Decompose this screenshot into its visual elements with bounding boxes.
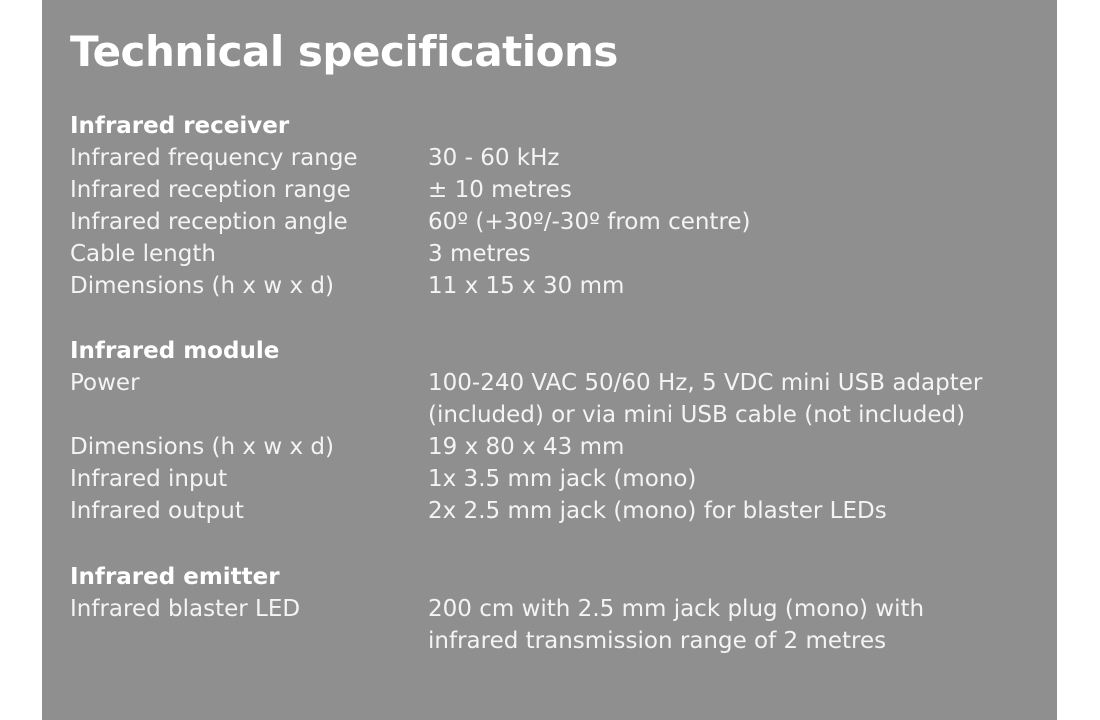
- spec-value-line: 60º (+30º/-30º from centre): [428, 209, 751, 235]
- spec-value: [428, 463, 1050, 495]
- spec-value: [428, 238, 1050, 270]
- page-title: Technical specifications: [70, 27, 618, 76]
- section-infrared-emitter: [70, 561, 1050, 657]
- spec-value: [428, 367, 1050, 431]
- spec-value-line: 1x 3.5 mm jack (mono): [428, 466, 697, 492]
- section-heading: Infrared module: [70, 338, 280, 364]
- spec-label: Dimensions (h x w x d): [70, 434, 334, 460]
- spec-row: [70, 174, 1050, 206]
- spec-row: [70, 463, 1050, 495]
- spec-value-line: infrared transmission range of 2 metres: [428, 628, 887, 654]
- spec-row: [70, 367, 1050, 431]
- spec-label: Dimensions (h x w x d): [70, 273, 334, 299]
- spec-row: [70, 495, 1050, 527]
- spec-row: [70, 238, 1050, 270]
- spec-value-line: 30 - 60 kHz: [428, 145, 560, 171]
- spec-label: Infrared reception range: [70, 177, 351, 203]
- spec-value: [428, 206, 1050, 238]
- spec-row: [70, 593, 1050, 657]
- spec-value: [428, 593, 1050, 657]
- spec-value-line: 2x 2.5 mm jack (mono) for blaster LEDs: [428, 498, 887, 524]
- spec-value: [428, 495, 1050, 527]
- spec-value-line: ± 10 metres: [428, 177, 572, 203]
- spec-label: Power: [70, 370, 140, 396]
- spec-label: Infrared input: [70, 466, 228, 492]
- spec-label: Infrared blaster LED: [70, 596, 301, 622]
- spec-value-line: 200 cm with 2.5 mm jack plug (mono) with: [428, 596, 925, 622]
- section-heading: Infrared receiver: [70, 113, 290, 139]
- spec-row: [70, 142, 1050, 174]
- section-infrared-receiver: [70, 110, 1050, 302]
- spec-value-line: 19 x 80 x 43 mm: [428, 434, 625, 460]
- spec-label: Cable length: [70, 241, 216, 267]
- section-infrared-module: [70, 335, 1050, 527]
- spec-row: [70, 431, 1050, 463]
- spec-value-line: (included) or via mini USB cable (not included): [428, 402, 966, 428]
- spec-value: [428, 174, 1050, 206]
- spec-value: [428, 270, 1050, 302]
- spec-panel: [42, 0, 1057, 720]
- spec-value-line: 3 metres: [428, 241, 531, 267]
- spec-value: [428, 431, 1050, 463]
- section-heading: Infrared emitter: [70, 564, 280, 590]
- spec-row: [70, 206, 1050, 238]
- spec-value: [428, 142, 1050, 174]
- spec-row: [70, 270, 1050, 302]
- spec-label: Infrared output: [70, 498, 244, 524]
- spec-label: Infrared reception angle: [70, 209, 348, 235]
- spec-label: Infrared frequency range: [70, 145, 358, 171]
- spec-value-line: 11 x 15 x 30 mm: [428, 273, 625, 299]
- spec-value-line: 100-240 VAC 50/60 Hz, 5 VDC mini USB adapter: [428, 370, 983, 396]
